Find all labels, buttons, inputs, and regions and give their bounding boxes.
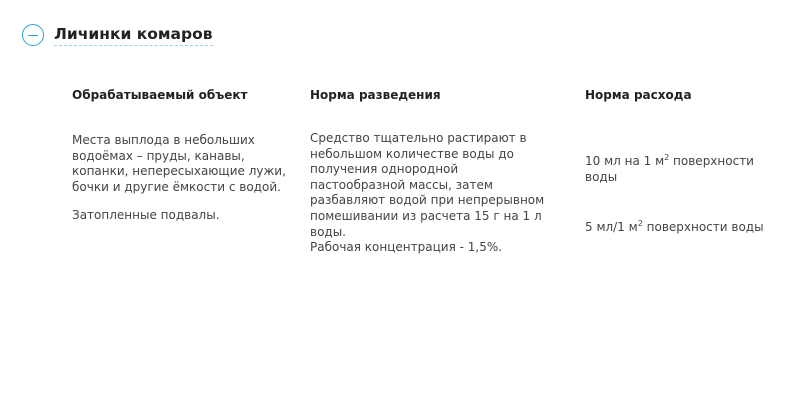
header-object: Обрабатываемый объект [72,88,248,102]
consumption-item: 5 мл/1 $м^2$ поверхности воды [585,219,764,235]
object-cell [72,133,292,224]
header-consumption: Норма расхода [585,88,692,102]
collapse-minus-icon[interactable] [22,24,44,46]
object-item: Затопленные подвалы. [72,208,220,223]
section-header[interactable] [22,24,213,46]
section-title[interactable]: Личинки комаров [54,24,213,46]
header-dilution: Норма разведения [310,88,441,102]
dilution-cell [310,131,548,256]
dilution-text: Средство тщательно растирают в небольшом количестве воды до получения однородной пастообразной массы, затем разбавляют водой при непрерывном помешивании из расчета 15 г на 1 л воды. [310,131,545,239]
working-concentration: Рабочая концентрация - 1,5%. [310,240,503,255]
object-item: Места выплода в небольших водоёмах – пруды, канавы, копанки, непересыхающие лужи, бочки и другие ёмкости с водой. [72,133,286,194]
consumption-cell [585,154,765,236]
consumption-item: 10 мл на 1 $м^2$ поверхности воды [585,153,754,184]
